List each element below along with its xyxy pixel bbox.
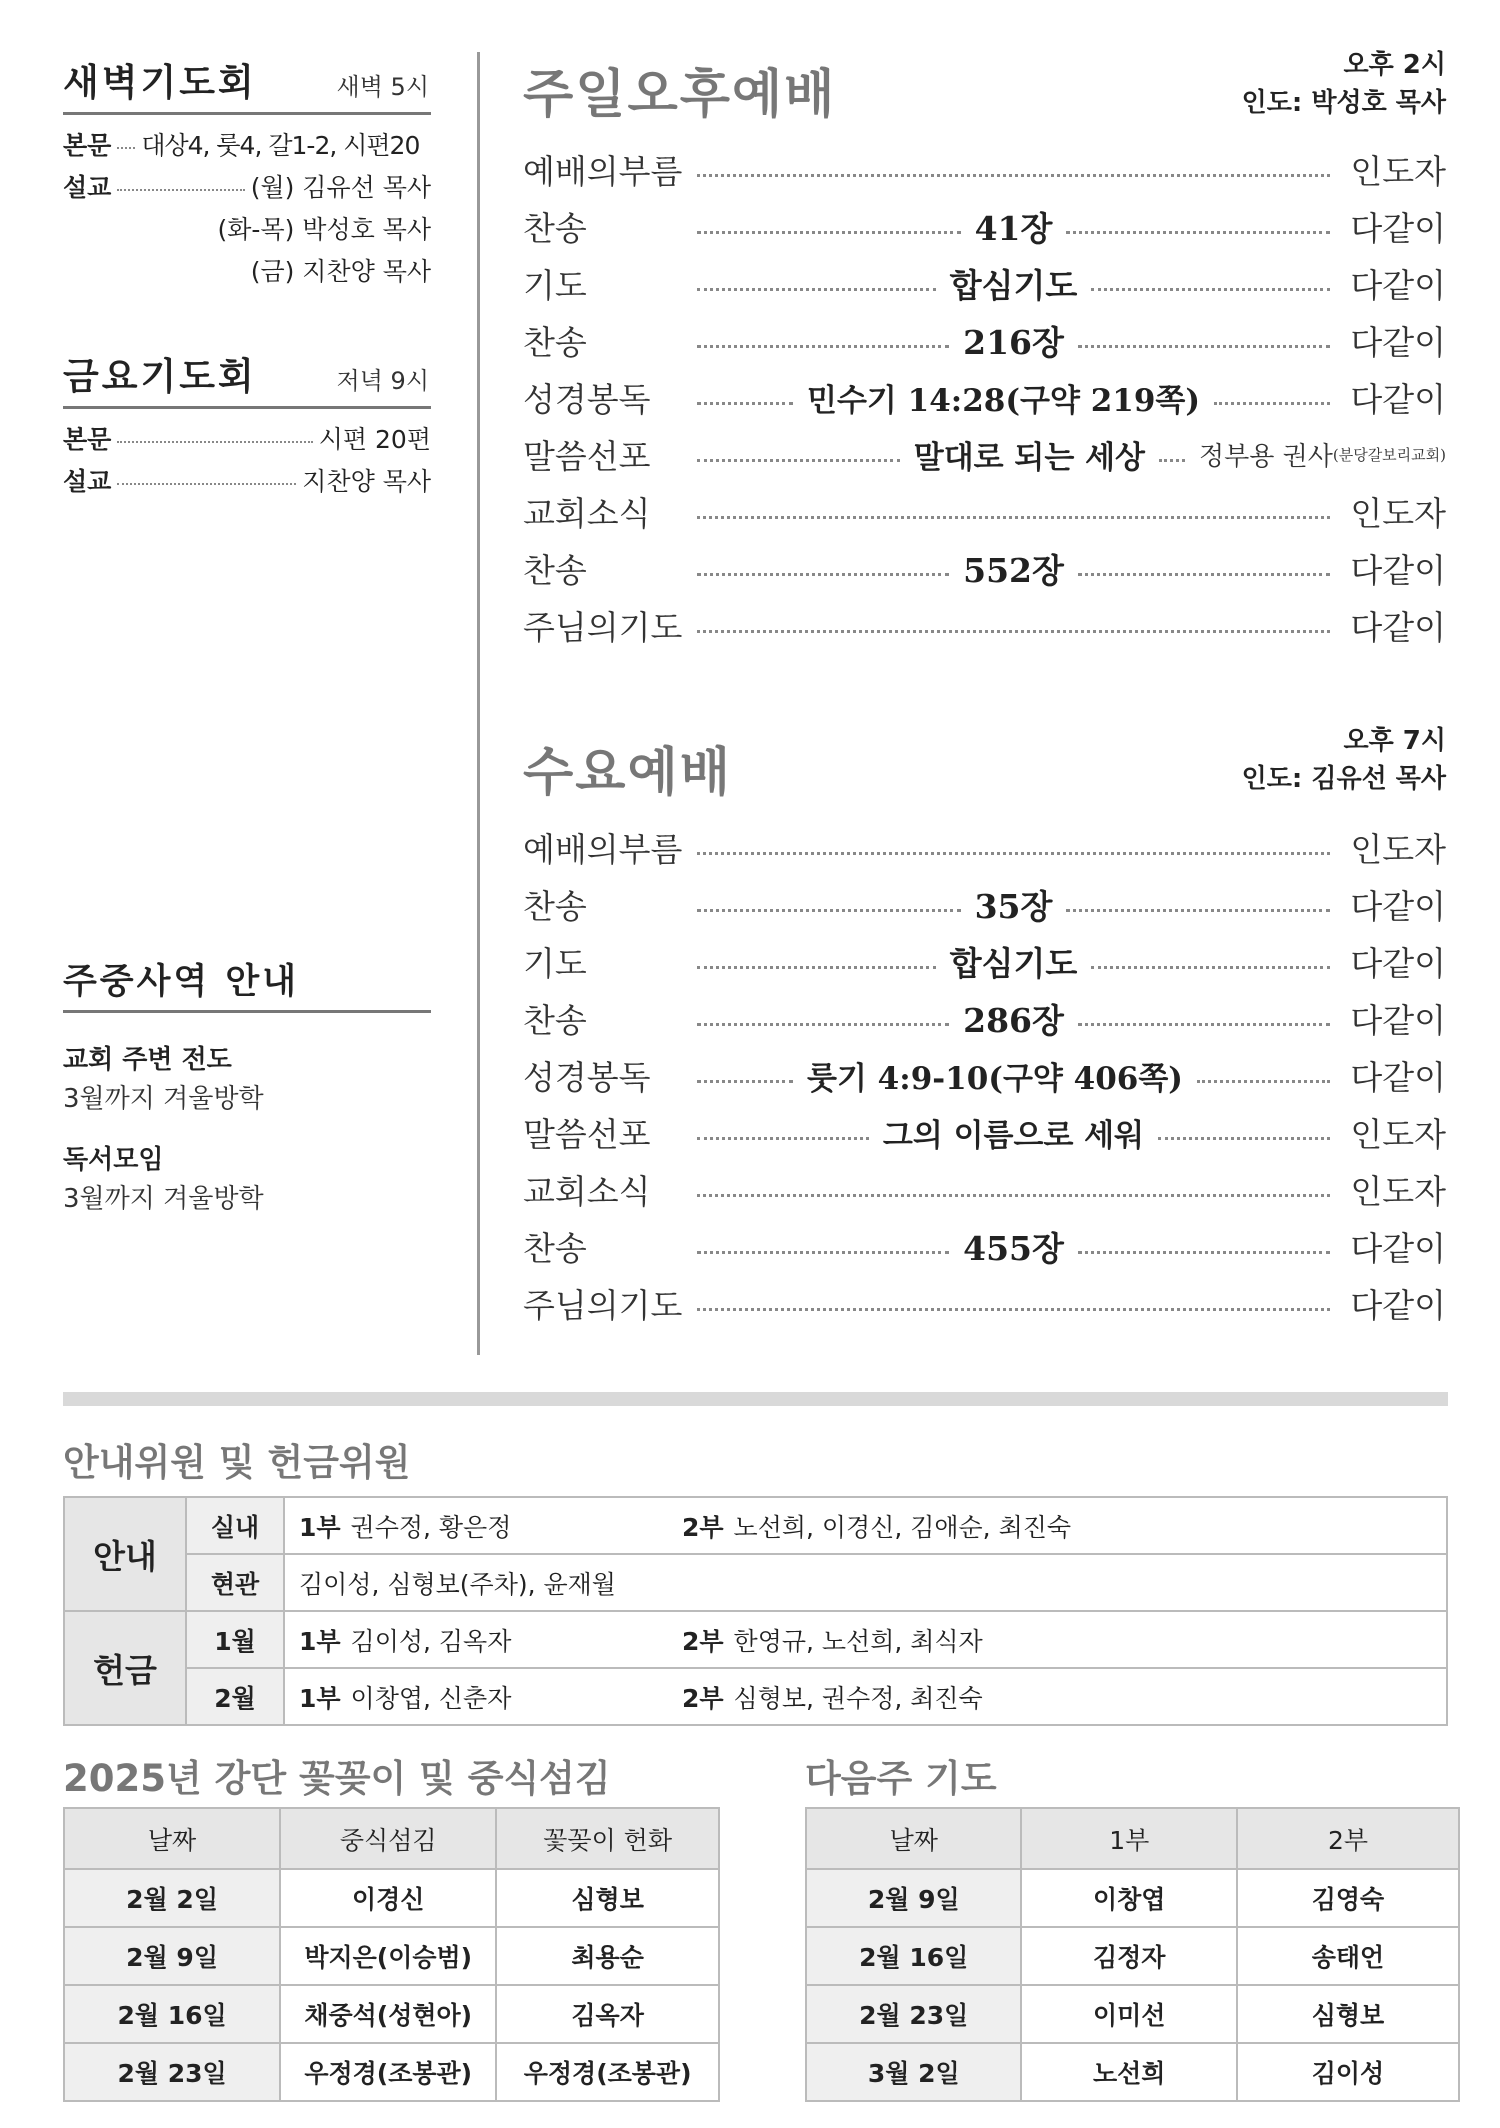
ushers-table [63, 1496, 1448, 1726]
order-row [523, 312, 1446, 369]
names: 이창엽, 신춘자 [350, 1683, 512, 1713]
table-row [64, 1927, 719, 1985]
ministry-section [63, 958, 431, 1215]
order-label: 예배의부름 [523, 830, 683, 869]
order-label: 말씀선포 [523, 437, 651, 476]
order-label: 찬송 [523, 209, 587, 248]
flower-cell: 심형보 [496, 1869, 719, 1927]
order-label: 성경봉독 [523, 1058, 651, 1097]
order-row [523, 1275, 1446, 1332]
wednesday-service-title: 수요예배 [523, 743, 732, 803]
leader-dots [697, 174, 1330, 177]
sermon-speaker-church: (분당갈보리교회) [1332, 446, 1446, 464]
flowers-table [63, 1807, 720, 2102]
sermon-speaker: 정부용 권사 [1199, 442, 1333, 472]
prayer-table [805, 1807, 1460, 2102]
leader-dots [1159, 459, 1185, 462]
wednesday-service-meta [1242, 722, 1446, 798]
leader-dots [1078, 573, 1330, 576]
order-content: 35장 [974, 887, 1053, 926]
first-service-cell: 이미선 [1021, 1985, 1236, 2043]
leader-dots [1091, 288, 1330, 291]
dawn-sermon-label: 설교 [63, 173, 112, 202]
wednesday-service-leader: 인도: 김유선 목사 [1241, 764, 1446, 794]
ministry-item-detail: 3월까지 겨울방학 [63, 1084, 264, 1114]
leader-dots [697, 288, 936, 291]
leader-dots [1066, 909, 1330, 912]
friday-prayer-time: 저녁 9시 [336, 367, 429, 395]
column-header: 1부 [1021, 1808, 1236, 1869]
order-row [523, 819, 1446, 876]
leader-dots [1066, 231, 1330, 234]
service-part-label: 2부 [682, 1512, 724, 1542]
order-label: 기도 [523, 944, 587, 983]
table-row [806, 1869, 1459, 1927]
table-row [64, 1497, 1447, 1554]
order-content: 룻기 4:9-10(구약 406쪽) [807, 1061, 1183, 1097]
leader-dots [697, 966, 936, 969]
date-cell: 2월 16일 [806, 1927, 1021, 1985]
order-row [523, 597, 1446, 654]
order-row [523, 990, 1446, 1047]
wednesday-service [523, 726, 1447, 1350]
section-divider-bar [63, 1392, 1448, 1406]
dawn-preacher: (금) 지찬양 목사 [250, 257, 431, 286]
column-header: 중식섬김 [280, 1808, 496, 1869]
dawn-prayer-title: 새벽기도회 [63, 61, 257, 104]
leader-dots [117, 441, 312, 443]
order-content: 그의 이름으로 세워 [882, 1118, 1145, 1154]
date-cell: 2월 9일 [806, 1869, 1021, 1927]
leader-dots [1078, 1251, 1330, 1254]
order-row [523, 540, 1446, 597]
dawn-sermon-row [63, 167, 431, 209]
friday-prayer-header [63, 354, 431, 409]
table-row [64, 2043, 719, 2101]
flower-cell: 우정경(조봉관) [496, 2043, 719, 2101]
table-row [806, 2043, 1459, 2101]
order-content: 552장 [963, 551, 1064, 590]
sunday-service-title: 주일오후예배 [523, 65, 837, 125]
order-row [523, 876, 1446, 933]
order-row [523, 1104, 1446, 1161]
entrance-names: 김이성, 심형보(주차), 윤재월 [284, 1554, 1447, 1611]
order-row [523, 369, 1446, 426]
date-cell: 2월 2일 [64, 1869, 280, 1927]
column-divider [477, 52, 480, 1355]
order-content: 41장 [974, 209, 1053, 248]
service-part-label: 1부 [299, 1512, 341, 1542]
order-label: 주님의기도 [523, 608, 683, 647]
february-assignments [284, 1668, 1447, 1725]
offering-label: 헌금 [64, 1611, 186, 1725]
order-performer: 다같이 [1350, 608, 1446, 647]
leader-dots [697, 909, 961, 912]
order-label: 교회소식 [523, 1172, 651, 1211]
order-content: 합심기도 [949, 266, 1078, 305]
leader-dots [1158, 1137, 1330, 1140]
leader-dots [697, 1137, 869, 1140]
lunch-cell: 채중석(성현아) [280, 1985, 496, 2043]
leader-dots [697, 1194, 1330, 1197]
lunch-cell: 우정경(조봉관) [280, 2043, 496, 2101]
dawn-preacher-row [63, 209, 431, 251]
order-performer: 다같이 [1350, 1286, 1446, 1325]
february-label: 2월 [186, 1668, 284, 1725]
dawn-text-label: 본문 [63, 131, 112, 160]
service-part-label: 2부 [682, 1683, 724, 1713]
wednesday-service-time: 오후 7시 [1343, 726, 1446, 756]
order-row [523, 141, 1446, 198]
order-performer: 다같이 [1350, 944, 1447, 983]
dawn-prayer-header [63, 60, 431, 115]
names: 김이성, 김옥자 [350, 1626, 512, 1656]
order-label: 찬송 [523, 1229, 587, 1268]
leader-dots [697, 1308, 1330, 1311]
leader-dots [1078, 1023, 1330, 1026]
table-header-row [64, 1808, 719, 1869]
order-performer: 다같이 [1350, 323, 1447, 362]
table-row [64, 1869, 719, 1927]
order-content: 286장 [963, 1001, 1064, 1040]
leader-dots [1197, 1080, 1330, 1083]
order-row [523, 1218, 1446, 1275]
table-row [806, 1927, 1459, 1985]
leader-dots [697, 459, 900, 462]
leader-dots [697, 402, 793, 405]
order-label: 예배의부름 [523, 152, 683, 191]
dawn-preacher-row [63, 251, 431, 293]
order-label: 찬송 [523, 551, 587, 590]
names: 심형보, 권수정, 최진숙 [733, 1683, 983, 1713]
order-label: 성경봉독 [523, 380, 651, 419]
order-label: 찬송 [523, 887, 587, 926]
ministry-header [63, 958, 431, 1013]
leader-dots [697, 1023, 949, 1026]
table-row [64, 1668, 1447, 1725]
guide-label: 안내 [64, 1497, 186, 1611]
date-cell: 2월 23일 [64, 2043, 280, 2101]
order-performer: 인도자 [1350, 830, 1446, 869]
sunday-service [523, 52, 1446, 652]
prayer-title: 다음주 기도 [805, 1757, 997, 1800]
table-row [64, 1554, 1447, 1611]
friday-text-label: 본문 [63, 425, 112, 454]
leader-dots [697, 630, 1330, 633]
order-row [523, 255, 1446, 312]
friday-prayer-section [63, 354, 431, 503]
date-cell: 2월 16일 [64, 1985, 280, 2043]
order-performer: 인도자 [1350, 494, 1446, 533]
service-part-label: 1부 [299, 1683, 341, 1713]
order-performer: 인도자 [1350, 1172, 1446, 1211]
service-part-label: 1부 [299, 1626, 341, 1656]
order-row [523, 426, 1446, 483]
january-label: 1월 [186, 1611, 284, 1668]
friday-sermon-label: 설교 [63, 467, 112, 496]
dawn-prayer-section [63, 60, 431, 293]
leader-dots [697, 852, 1330, 855]
ministry-title: 주중사역 안내 [63, 962, 300, 1002]
dawn-preacher: (월) 김유선 목사 [250, 173, 431, 202]
ministry-item-title: 교회 주변 전도 [63, 1045, 232, 1075]
lunch-cell: 이경신 [280, 1869, 496, 1927]
order-performer: 다같이 [1350, 209, 1446, 248]
order-content: 455장 [963, 1229, 1064, 1268]
column-header: 날짜 [64, 1808, 280, 1869]
order-performer: 인도자 [1350, 152, 1446, 191]
service-part-label: 2부 [682, 1626, 724, 1656]
entrance-label: 현관 [186, 1554, 284, 1611]
leader-dots [117, 189, 244, 191]
leader-dots [1214, 402, 1330, 405]
sunday-order-list [523, 141, 1446, 654]
order-performer: 다같이 [1350, 1058, 1446, 1097]
leader-dots [697, 1080, 793, 1083]
lunch-cell: 박지은(이승범) [280, 1927, 496, 1985]
flower-cell: 김옥자 [496, 1985, 719, 2043]
order-row [523, 483, 1446, 540]
order-row [523, 933, 1446, 990]
friday-text-row [63, 419, 431, 461]
names: 권수정, 황은정 [350, 1512, 512, 1542]
sunday-service-time: 오후 2시 [1343, 50, 1446, 80]
leader-dots [1078, 345, 1330, 348]
column-header: 꽃꽂이 헌화 [496, 1808, 719, 1869]
order-row [523, 1047, 1446, 1104]
order-content: 민수기 14:28(구약 219쪽) [807, 383, 1201, 419]
column-header: 2부 [1237, 1808, 1459, 1869]
order-content: 합심기도 [949, 944, 1078, 983]
ushers-title: 안내위원 및 헌금위원 [63, 1441, 411, 1484]
leader-dots [117, 483, 296, 485]
column-header: 날짜 [806, 1808, 1021, 1869]
order-performer: 다같이 [1350, 887, 1446, 926]
first-service-cell: 이창엽 [1021, 1869, 1236, 1927]
flower-cell: 최용순 [496, 1927, 719, 1985]
leader-dots [697, 573, 949, 576]
ministry-item-detail: 3월까지 겨울방학 [63, 1184, 264, 1214]
leader-dots [697, 231, 961, 234]
sunday-service-meta [1242, 46, 1446, 122]
friday-prayer-title: 금요기도회 [63, 355, 257, 398]
order-content: 216장 [963, 323, 1064, 362]
order-performer: 다같이 [1350, 266, 1447, 305]
date-cell: 2월 23일 [806, 1985, 1021, 2043]
second-service-cell: 송태언 [1237, 1927, 1459, 1985]
order-label: 찬송 [523, 323, 587, 362]
order-label: 주님의기도 [523, 1286, 683, 1325]
second-service-cell: 김이성 [1237, 2043, 1459, 2101]
order-performer: 다같이 [1350, 551, 1447, 590]
ministry-item-title: 독서모임 [63, 1145, 164, 1175]
first-service-cell: 김정자 [1021, 1927, 1236, 1985]
second-service-cell: 심형보 [1237, 1985, 1459, 2043]
friday-text-value: 시편 20편 [318, 425, 431, 454]
order-label: 기도 [523, 266, 587, 305]
order-performer: 다같이 [1350, 1229, 1447, 1268]
friday-preacher: 지찬양 목사 [302, 467, 431, 496]
indoor-assignments [284, 1497, 1447, 1554]
leader-dots [697, 516, 1330, 519]
first-service-cell: 노선희 [1021, 2043, 1236, 2101]
leader-dots [117, 147, 135, 149]
order-performer: 인도자 [1350, 1115, 1446, 1154]
order-content: 말대로 되는 세상 [913, 440, 1145, 476]
indoor-label: 실내 [186, 1497, 284, 1554]
table-row [64, 1611, 1447, 1668]
order-performer: 다같이 [1350, 380, 1446, 419]
date-cell: 2월 9일 [64, 1927, 280, 1985]
date-cell: 3월 2일 [806, 2043, 1021, 2101]
second-service-cell: 김영숙 [1237, 1869, 1459, 1927]
table-row [806, 1985, 1459, 2043]
order-row [523, 198, 1446, 255]
dawn-preacher: (화-목) 박성호 목사 [217, 215, 431, 244]
order-performer: 다같이 [1350, 1001, 1447, 1040]
order-label: 교회소식 [523, 494, 651, 533]
names: 노선희, 이경신, 김애순, 최진숙 [733, 1512, 1072, 1542]
dawn-prayer-time: 새벽 5시 [336, 73, 429, 101]
flowers-title: 2025년 강단 꽃꽂이 및 중식섬김 [63, 1757, 611, 1800]
dawn-text-row [63, 125, 431, 167]
table-row [64, 1985, 719, 2043]
names: 한영규, 노선희, 최식자 [733, 1626, 983, 1656]
leader-dots [697, 345, 949, 348]
order-label: 찬송 [523, 1001, 587, 1040]
sunday-service-leader: 인도: 박성호 목사 [1241, 88, 1446, 118]
friday-sermon-row [63, 461, 431, 503]
order-label: 말씀선포 [523, 1115, 651, 1154]
wednesday-order-list [523, 819, 1446, 1332]
order-row [523, 1161, 1446, 1218]
leader-dots [1091, 966, 1330, 969]
table-header-row [806, 1808, 1459, 1869]
leader-dots [697, 1251, 949, 1254]
january-assignments [284, 1611, 1447, 1668]
dawn-text-value: 대상4, 룻4, 갈1-2, 시편20 [141, 131, 420, 160]
